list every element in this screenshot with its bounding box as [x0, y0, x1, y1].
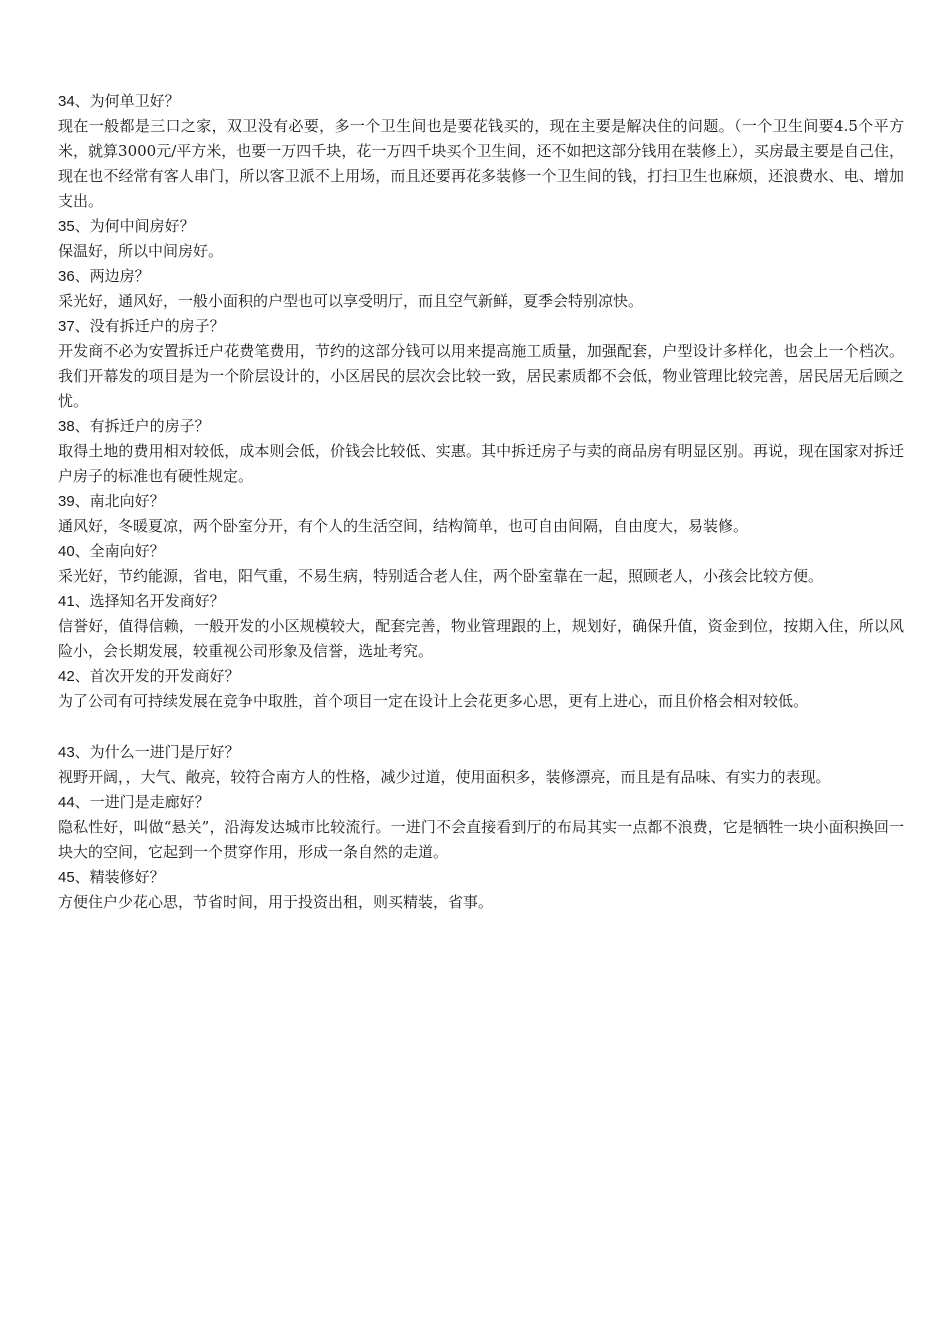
question-heading: 45、精装修好？	[58, 869, 165, 886]
answer-text: 方便住户少花心思，节省时间，用于投资出租，则买精装，省事。	[58, 893, 494, 911]
question-heading: 42、首次开发的开发商好？	[58, 668, 240, 685]
question-heading: 40、全南向好？	[58, 543, 165, 560]
question-heading: 41、选择知名开发商好？	[58, 593, 225, 610]
answer-text: 信誉好，值得信赖，一般开发的小区规模较大，配套完善，物业管理跟的上，规划好，确保升值，资金到位，按期入住，所以风险小，会长期发展，较重视公司形象及信誉，选址考究。	[58, 617, 904, 660]
answer-text: 视野开阔，，大气、敞亮，较符合南方人的性格，减少过道，使用面积多，装修漂亮，而且是有品味、有实力的表现。	[58, 768, 831, 786]
question-heading: 43、为什么一进门是厅好？	[58, 744, 240, 761]
answer-text: 为了公司有可持续发展在竞争中取胜，首个项目一定在设计上会花更多心思，更有上进心，而且价格会相对较低。	[58, 692, 809, 710]
question-heading: 39、南北向好？	[58, 493, 165, 510]
document-body	[58, 89, 904, 915]
question-heading: 44、一进门是走廊好？	[58, 794, 210, 811]
answer-text: 通风好，冬暖夏凉，两个卧室分开，有个人的生活空间，结构简单，也可自由间隔，自由度大，易装修。	[58, 517, 749, 535]
answer-text: 保温好，所以中间房好。	[58, 242, 224, 260]
question-heading: 37、没有拆迁户的房子？	[58, 318, 225, 335]
question-heading: 35、为何中间房好？	[58, 218, 195, 235]
question-heading: 38、有拆迁户的房子？	[58, 418, 210, 435]
question-heading: 36、两边房？	[58, 268, 150, 285]
answer-text: 隐私性好，叫做“悬关”，沿海发达城市比较流行。一进门不会直接看到厅的布局其实一点都不浪费，它是牺牲一块小面积换回一块大的空间，它起到一个贯穿作用，形成一条自然的走道。	[58, 818, 904, 861]
answer-text: 采光好，节约能源，省电，阳气重，不易生病，特别适合老人住，两个卧室靠在一起，照顾老人，小孩会比较方便。	[58, 567, 824, 585]
answer-text: 现在一般都是三口之家，双卫没有必要，多一个卫生间也是要花钱买的，现在主要是解决住的问题。（一个卫生间要4.5个平方米，就算3000元/平方米，也要一万四千块，花一万四千块买个卫生间，还不如把这部分钱用在装修上），买房最主要是自己住，现在也不经常有客人串门，所以客卫派不上用场，而且还要再花多装修一个卫生间的钱，打扫卫生也麻烦，还浪费水、电、增加支出。	[58, 117, 904, 210]
answer-text: 取得土地的费用相对较低，成本则会低，价钱会比较低、实惠。其中拆迁房子与卖的商品房有明显区别。再说，现在国家对拆迁户房子的标准也有硬性规定。	[58, 442, 904, 485]
question-heading: 34、为何单卫好？	[58, 93, 180, 110]
answer-text: 采光好，通风好，一般小面积的户型也可以享受明厅，而且空气新鲜，夏季会特别凉快。	[58, 292, 644, 310]
answer-text: 开发商不必为安置拆迁户花费笔费用，节约的这部分钱可以用来提高施工质量，加强配套，户型设计多样化，也会上一个档次。我们开幕发的项目是为一个阶层设计的，小区居民的层次会比较一致，居民素质都不会低，物业管理比较完善，居民居无后顾之忧。	[58, 342, 904, 410]
